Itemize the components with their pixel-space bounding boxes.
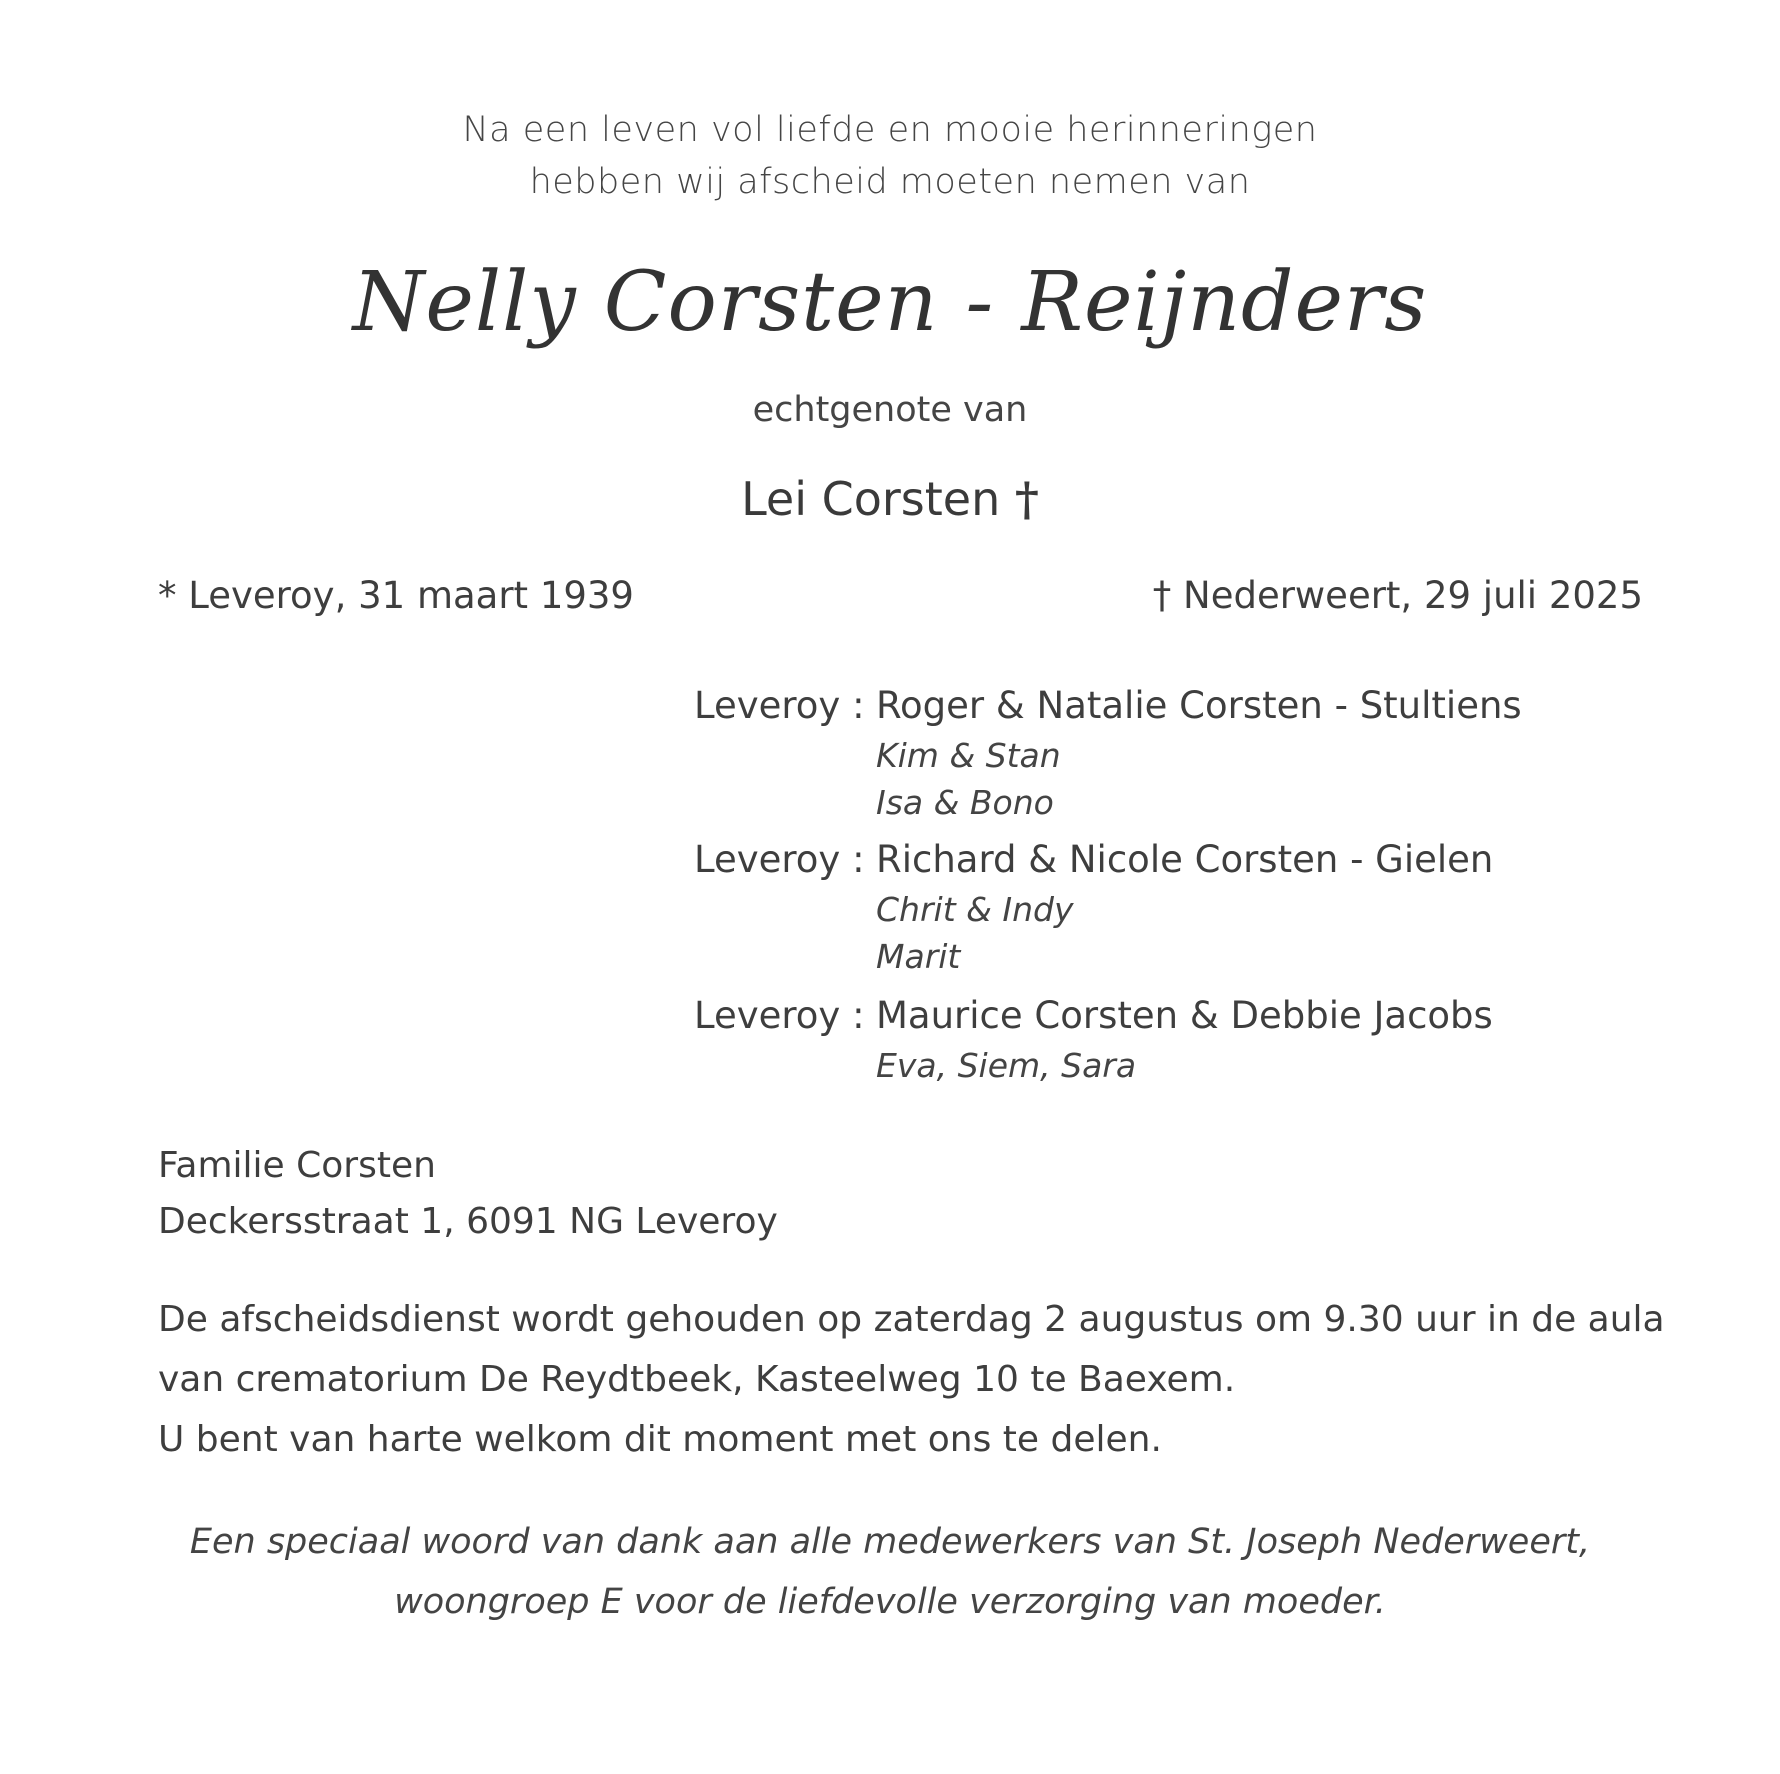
grandchildren-line: Chrit & Indy <box>876 890 1074 929</box>
service-details <box>158 1290 1665 1470</box>
family-group <box>694 834 1594 980</box>
thanks-line-2: woongroep E voor de liefdevolle verzorging van moeder. <box>394 1582 1386 1622</box>
birth-date: * Leveroy, 31 maart 1939 <box>158 574 634 617</box>
family-names: Richard & Nicole Corsten - Gielen <box>876 838 1494 881</box>
family-place: Leveroy : <box>694 684 865 727</box>
death-date: † Nederweert, 29 juli 2025 <box>1152 574 1643 617</box>
address-line-2: Deckersstraat 1, 6091 NG Leveroy <box>158 1201 778 1242</box>
service-line-1: De afscheidsdienst wordt gehouden op zaterdag 2 augustus om 9.30 uur in de aula <box>158 1299 1665 1340</box>
thanks-line-1: Een speciaal woord van dank aan alle medewerkers van St. Joseph Nederweert, <box>189 1522 1591 1562</box>
grandchildren-line: Isa & Bono <box>876 783 1054 822</box>
service-line-3: U bent van harte welkom dit moment met ons te delen. <box>158 1419 1162 1460</box>
grandchildren-line: Kim & Stan <box>876 736 1061 775</box>
grandchildren-line: Marit <box>876 937 961 976</box>
family-names: Maurice Corsten & Debbie Jacobs <box>876 994 1493 1037</box>
cross-icon: † <box>1014 472 1039 526</box>
deceased-name: Nelly Corsten - Reijnders <box>352 255 1428 350</box>
spouse-line <box>0 472 1780 526</box>
grandchildren-line: Eva, Siem, Sara <box>876 1046 1137 1085</box>
family-list <box>694 680 1594 1089</box>
family-names: Roger & Natalie Corsten - Stultiens <box>876 684 1522 727</box>
family-group <box>694 990 1594 1089</box>
family-place: Leveroy : <box>694 838 865 881</box>
family-place: Leveroy : <box>694 994 865 1037</box>
service-line-2: van crematorium De Reydtbeek, Kasteelweg 10 te Baexem. <box>158 1359 1236 1400</box>
intro-line-1: Na een leven vol liefde en mooie herinneringen <box>462 110 1318 150</box>
address-line-1: Familie Corsten <box>158 1145 436 1186</box>
family-address <box>158 1138 778 1250</box>
intro-line-2: hebben wij afscheid moeten nemen van <box>529 162 1251 202</box>
relation-text: echtgenote van <box>752 390 1028 430</box>
family-group <box>694 680 1594 826</box>
spouse-name: Lei Corsten <box>741 472 1001 526</box>
thanks-note <box>0 1512 1780 1632</box>
